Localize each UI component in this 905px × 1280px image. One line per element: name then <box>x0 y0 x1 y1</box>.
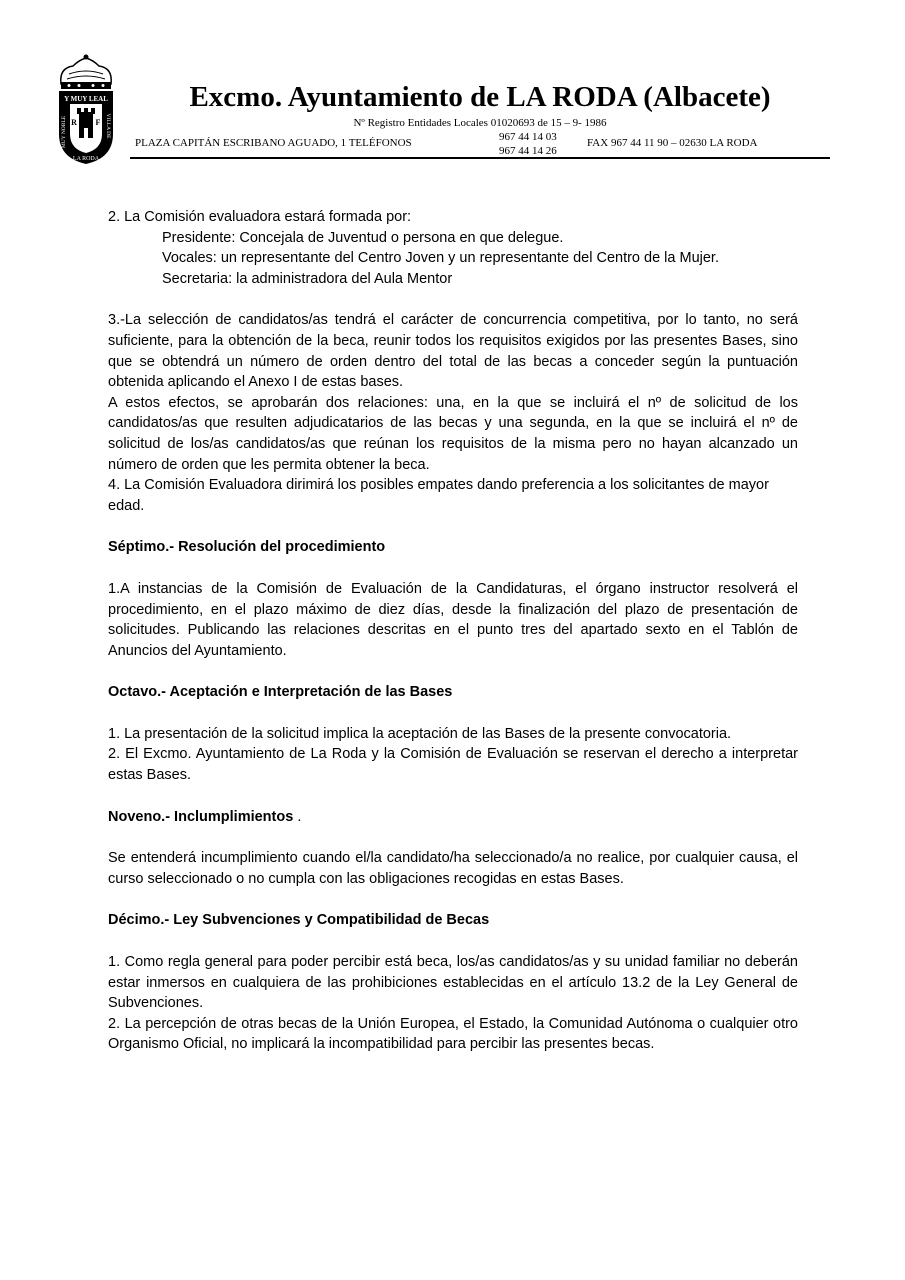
paragraph-3b: A estos efectos, se aprobarán dos relaciones: una, en la que se incluirá el nº de solicitud de los candidatos/as que resulten adjudicatarios de las becas y una segunda, en la que se incluirá el nº de solicitud de los/as candidatos/as que reúnan los requisitos de la misma pero no hayan alcanzado un número de orden que les permita obtener la beca. <box>108 394 798 473</box>
letterhead-address: PLAZA CAPITÁN ESCRIBANO AGUADO, 1 TELÉFONOS <box>135 137 412 149</box>
comision-presidente: Presidente: Concejala de Juventud o persona en que delegue. <box>162 229 564 246</box>
coat-of-arms-crest <box>55 54 117 166</box>
document-body <box>108 207 798 1055</box>
registro-entidades: Nº Registro Entidades Locales 01020693 de 15 – 9- 1986 <box>353 117 607 129</box>
crest-motto-bottom: LA RODA <box>72 156 100 162</box>
heading-decimo: Décimo.- Ley Subvenciones y Compatibilidad de Becas <box>108 912 490 929</box>
paragraph-4: 4. La Comisión Evaluadora dirimirá los posibles empates dando preferencia a los solicitantes de mayor edad. <box>108 477 769 514</box>
heading-noveno-suffix: . <box>293 808 302 825</box>
septimo-paragraph-1: 1.A instancias de la Comisión de Evaluación de la Candidaturas, el órgano instructor resolverá el procedimiento, en el plazo máximo de diez días, desde la finalización del plazo de presentación de solicitudes. Publicando las relaciones descritas en el punto tres del apartado sexto en el Tablón de Anuncios del Ayuntamiento. <box>108 580 798 659</box>
decimo-paragraph-1: 1. Como regla general para poder percibir está beca, los/as candidatos/as y su unidad familiar no deberán estar inmersos en cualquiera de las prohibiciones establecidas en el artículo 13.2 de la Ley General de Subvenciones. <box>108 954 798 1012</box>
octavo-paragraph-1: 1. La presentación de la solicitud implica la aceptación de las Bases de la presente convocatoria. <box>108 725 732 742</box>
heading-noveno <box>108 807 798 828</box>
paragraph-3: 3.-La selección de candidatos/as tendrá el carácter de concurrencia competitiva, por lo tanto, no será suficiente, para la obtención de la beca, reunir todos los requisitos exigidos por las presentes Bases, sino que se obtendrá un número de orden dentro del total de las becas a conceder según la puntuación obtenida aplicando el Anexo I de estas bases. <box>108 312 798 391</box>
decimo-paragraph-2: 2. La percepción de otras becas de la Unión Europea, el Estado, la Comunidad Autónoma o cualquier otro Organismo Oficial, no implicará la incompatibilidad para percibir las presentes becas. <box>108 1015 798 1053</box>
letterhead-phones <box>499 130 557 158</box>
phone-2: 967 44 14 26 <box>499 145 557 157</box>
crest-motto-vert-right: VILLA DE <box>105 113 111 139</box>
crest-motto-top: Y MUY LEAL <box>64 95 108 103</box>
letterhead-fax: FAX 967 44 11 90 – 02630 LA RODA <box>587 137 758 149</box>
heading-septimo: Séptimo.- Resolución del procedimiento <box>108 539 386 556</box>
crown-icon <box>61 55 112 90</box>
crest-initial-right: F <box>95 118 101 127</box>
comision-secretaria: Secretaria: la administradora del Aula Mentor <box>162 270 453 287</box>
crest-initial-left: R <box>71 118 77 127</box>
comision-vocales: Vocales: un representante del Centro Joven y un representante del Centro de la Mujer. <box>162 250 719 267</box>
phone-1: 967 44 14 03 <box>499 131 557 143</box>
crest-motto-vert-left: MUY NOBLE <box>61 115 67 149</box>
heading-noveno-text: Noveno.- Inclumplimientos <box>108 808 294 825</box>
octavo-paragraph-2: 2. El Excmo. Ayuntamiento de La Roda y la Comisión de Evaluación se reservan el derecho a interpretar estas Bases. <box>108 746 798 784</box>
comision-intro: 2. La Comisión evaluadora estará formada por: <box>108 209 412 225</box>
noveno-paragraph-1: Se entenderá incumplimiento cuando el/la candidato/ha seleccionado/a no realice, por cualquier causa, el curso seleccionado o no cumpla con las obligaciones recogidas en estas Bases. <box>108 850 798 887</box>
heading-octavo: Octavo.- Aceptación e Interpretación de las Bases <box>108 684 453 701</box>
header-divider <box>130 157 830 159</box>
letterhead-title: Excmo. Ayuntamiento de LA RODA (Albacete) <box>189 81 771 113</box>
